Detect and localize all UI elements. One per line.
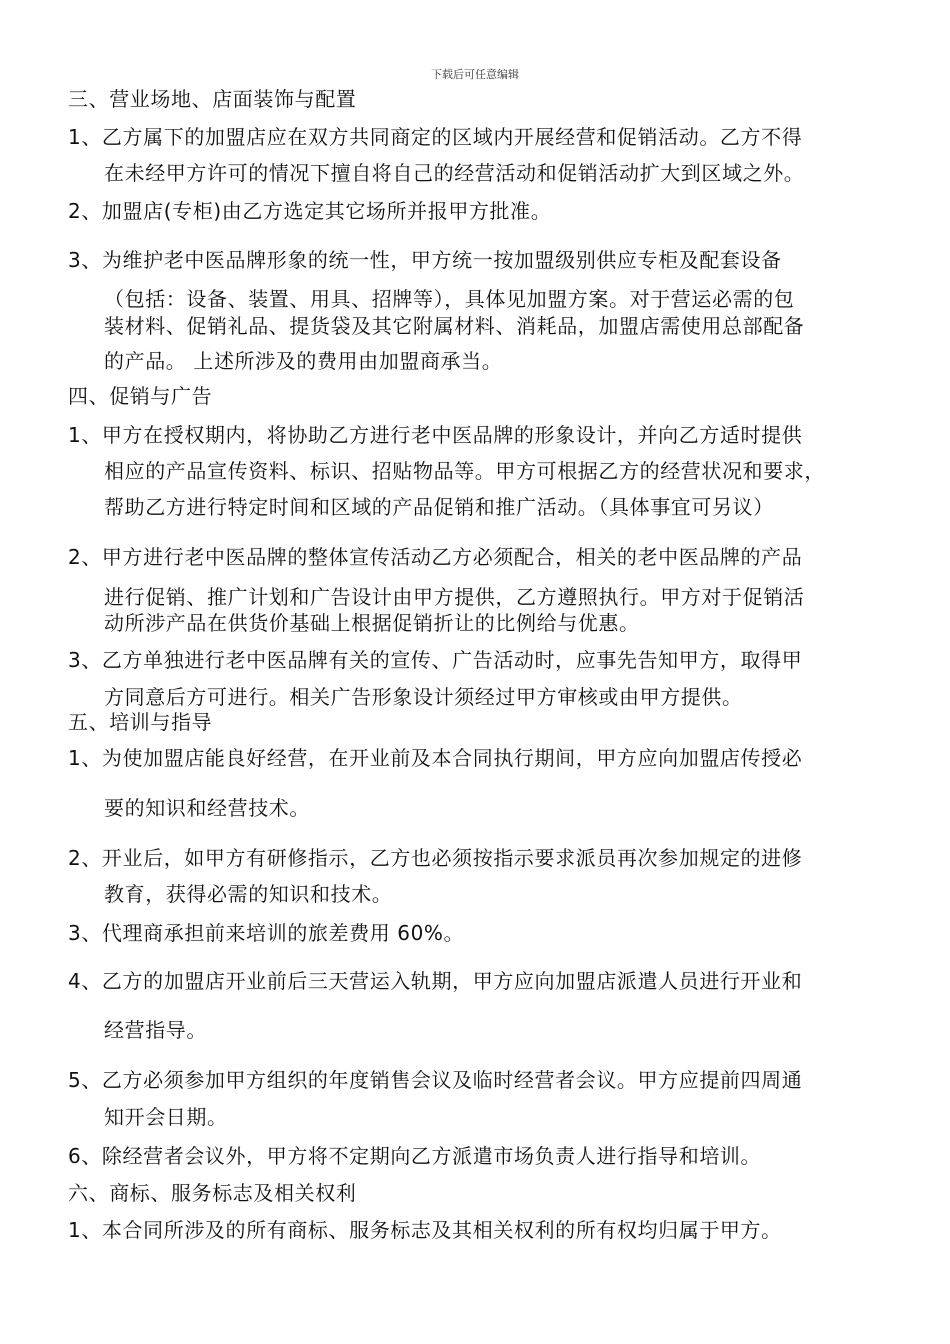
paragraph-line: 帮助乙方进行特定时间和区域的产品促销和推广活动。（具体事宜可另议） <box>104 495 774 519</box>
section-heading-5: 五、培训与指导 <box>68 710 213 734</box>
paragraph-line: （包括：设备、装置、用具、招牌等），具体见加盟方案。对于营运必需的包 <box>104 287 795 311</box>
paragraph-line: 6、除经营者会议外，甲方将不定期向乙方派遣市场负责人进行指导和培训。 <box>68 1144 762 1168</box>
paragraph-line: 2、开业后，如甲方有研修指示，乙方也必须按指示要求派员再次参加规定的进修 <box>68 846 803 870</box>
section-heading-4: 四、促销与广告 <box>68 384 213 408</box>
paragraph-line: 1、甲方在授权期内，将协助乙方进行老中医品牌的形象设计，并向乙方适时提供 <box>68 423 803 447</box>
section-heading-3: 三、营业场地、店面装饰与配置 <box>68 87 357 111</box>
paragraph-line: 1、为使加盟店能良好经营，在开业前及本合同执行期间，甲方应向加盟店传授必 <box>68 746 803 770</box>
paragraph-line: 2、加盟店(专柜)由乙方选定其它场所并报甲方批准。 <box>68 199 552 223</box>
paragraph-line: 进行促销、推广计划和广告设计由甲方提供，乙方遵照执行。甲方对于促销活 <box>104 585 805 609</box>
paragraph-line: 相应的产品宣传资料、标识、招贴物品等。甲方可根据乙方的经营状况和要求， <box>104 459 825 483</box>
paragraph-line: 要的知识和经营技术。 <box>104 796 310 820</box>
paragraph-line: 1、乙方属下的加盟店应在双方共同商定的区域内开展经营和促销活动。乙方不得 <box>68 125 803 149</box>
paragraph-line: 3、为维护老中医品牌形象的统一性，甲方统一按加盟级别供应专柜及配套设备 <box>68 248 782 272</box>
paragraph-line: 2、甲方进行老中医品牌的整体宣传活动乙方必须配合，相关的老中医品牌的产品 <box>68 545 803 569</box>
paragraph-line: 方同意后方可进行。相关广告形象设计须经过甲方审核或由甲方提供。 <box>104 685 743 709</box>
paragraph-line: 经营指导。 <box>104 1018 207 1042</box>
page-header: 下载后可任意编辑 <box>431 68 519 81</box>
paragraph-line: 3、乙方单独进行老中医品牌有关的宣传、广告活动时，应事先告知甲方，取得甲 <box>68 648 803 672</box>
paragraph-line: 装材料、促销礼品、提货袋及其它附属材料、消耗品，加盟店需使用总部配备 <box>104 314 805 338</box>
paragraph-line: 在未经甲方许可的情况下擅自将自己的经营活动和促销活动扩大到区域之外。 <box>104 161 805 185</box>
section-heading-6: 六、商标、服务标志及相关权利 <box>68 1181 357 1205</box>
paragraph-line: 动所涉产品在供货价基础上根据促销折让的比例给与优惠。 <box>104 611 640 635</box>
paragraph-line: 4、乙方的加盟店开业前后三天营运入轨期，甲方应向加盟店派遣人员进行开业和 <box>68 969 803 993</box>
paragraph-line: 3、代理商承担前来培训的旅差费用 60%。 <box>68 921 465 945</box>
paragraph-line: 的产品。 上述所涉及的费用由加盟商承当。 <box>104 349 503 373</box>
paragraph-line: 5、乙方必须参加甲方组织的年度销售会议及临时经营者会议。甲方应提前四周通 <box>68 1068 803 1092</box>
paragraph-line: 知开会日期。 <box>104 1105 228 1129</box>
paragraph-line: 教育，获得必需的知识和技术。 <box>104 882 393 906</box>
paragraph-line: 1、本合同所涉及的所有商标、服务标志及其相关权利的所有权均归属于甲方。 <box>68 1218 782 1242</box>
